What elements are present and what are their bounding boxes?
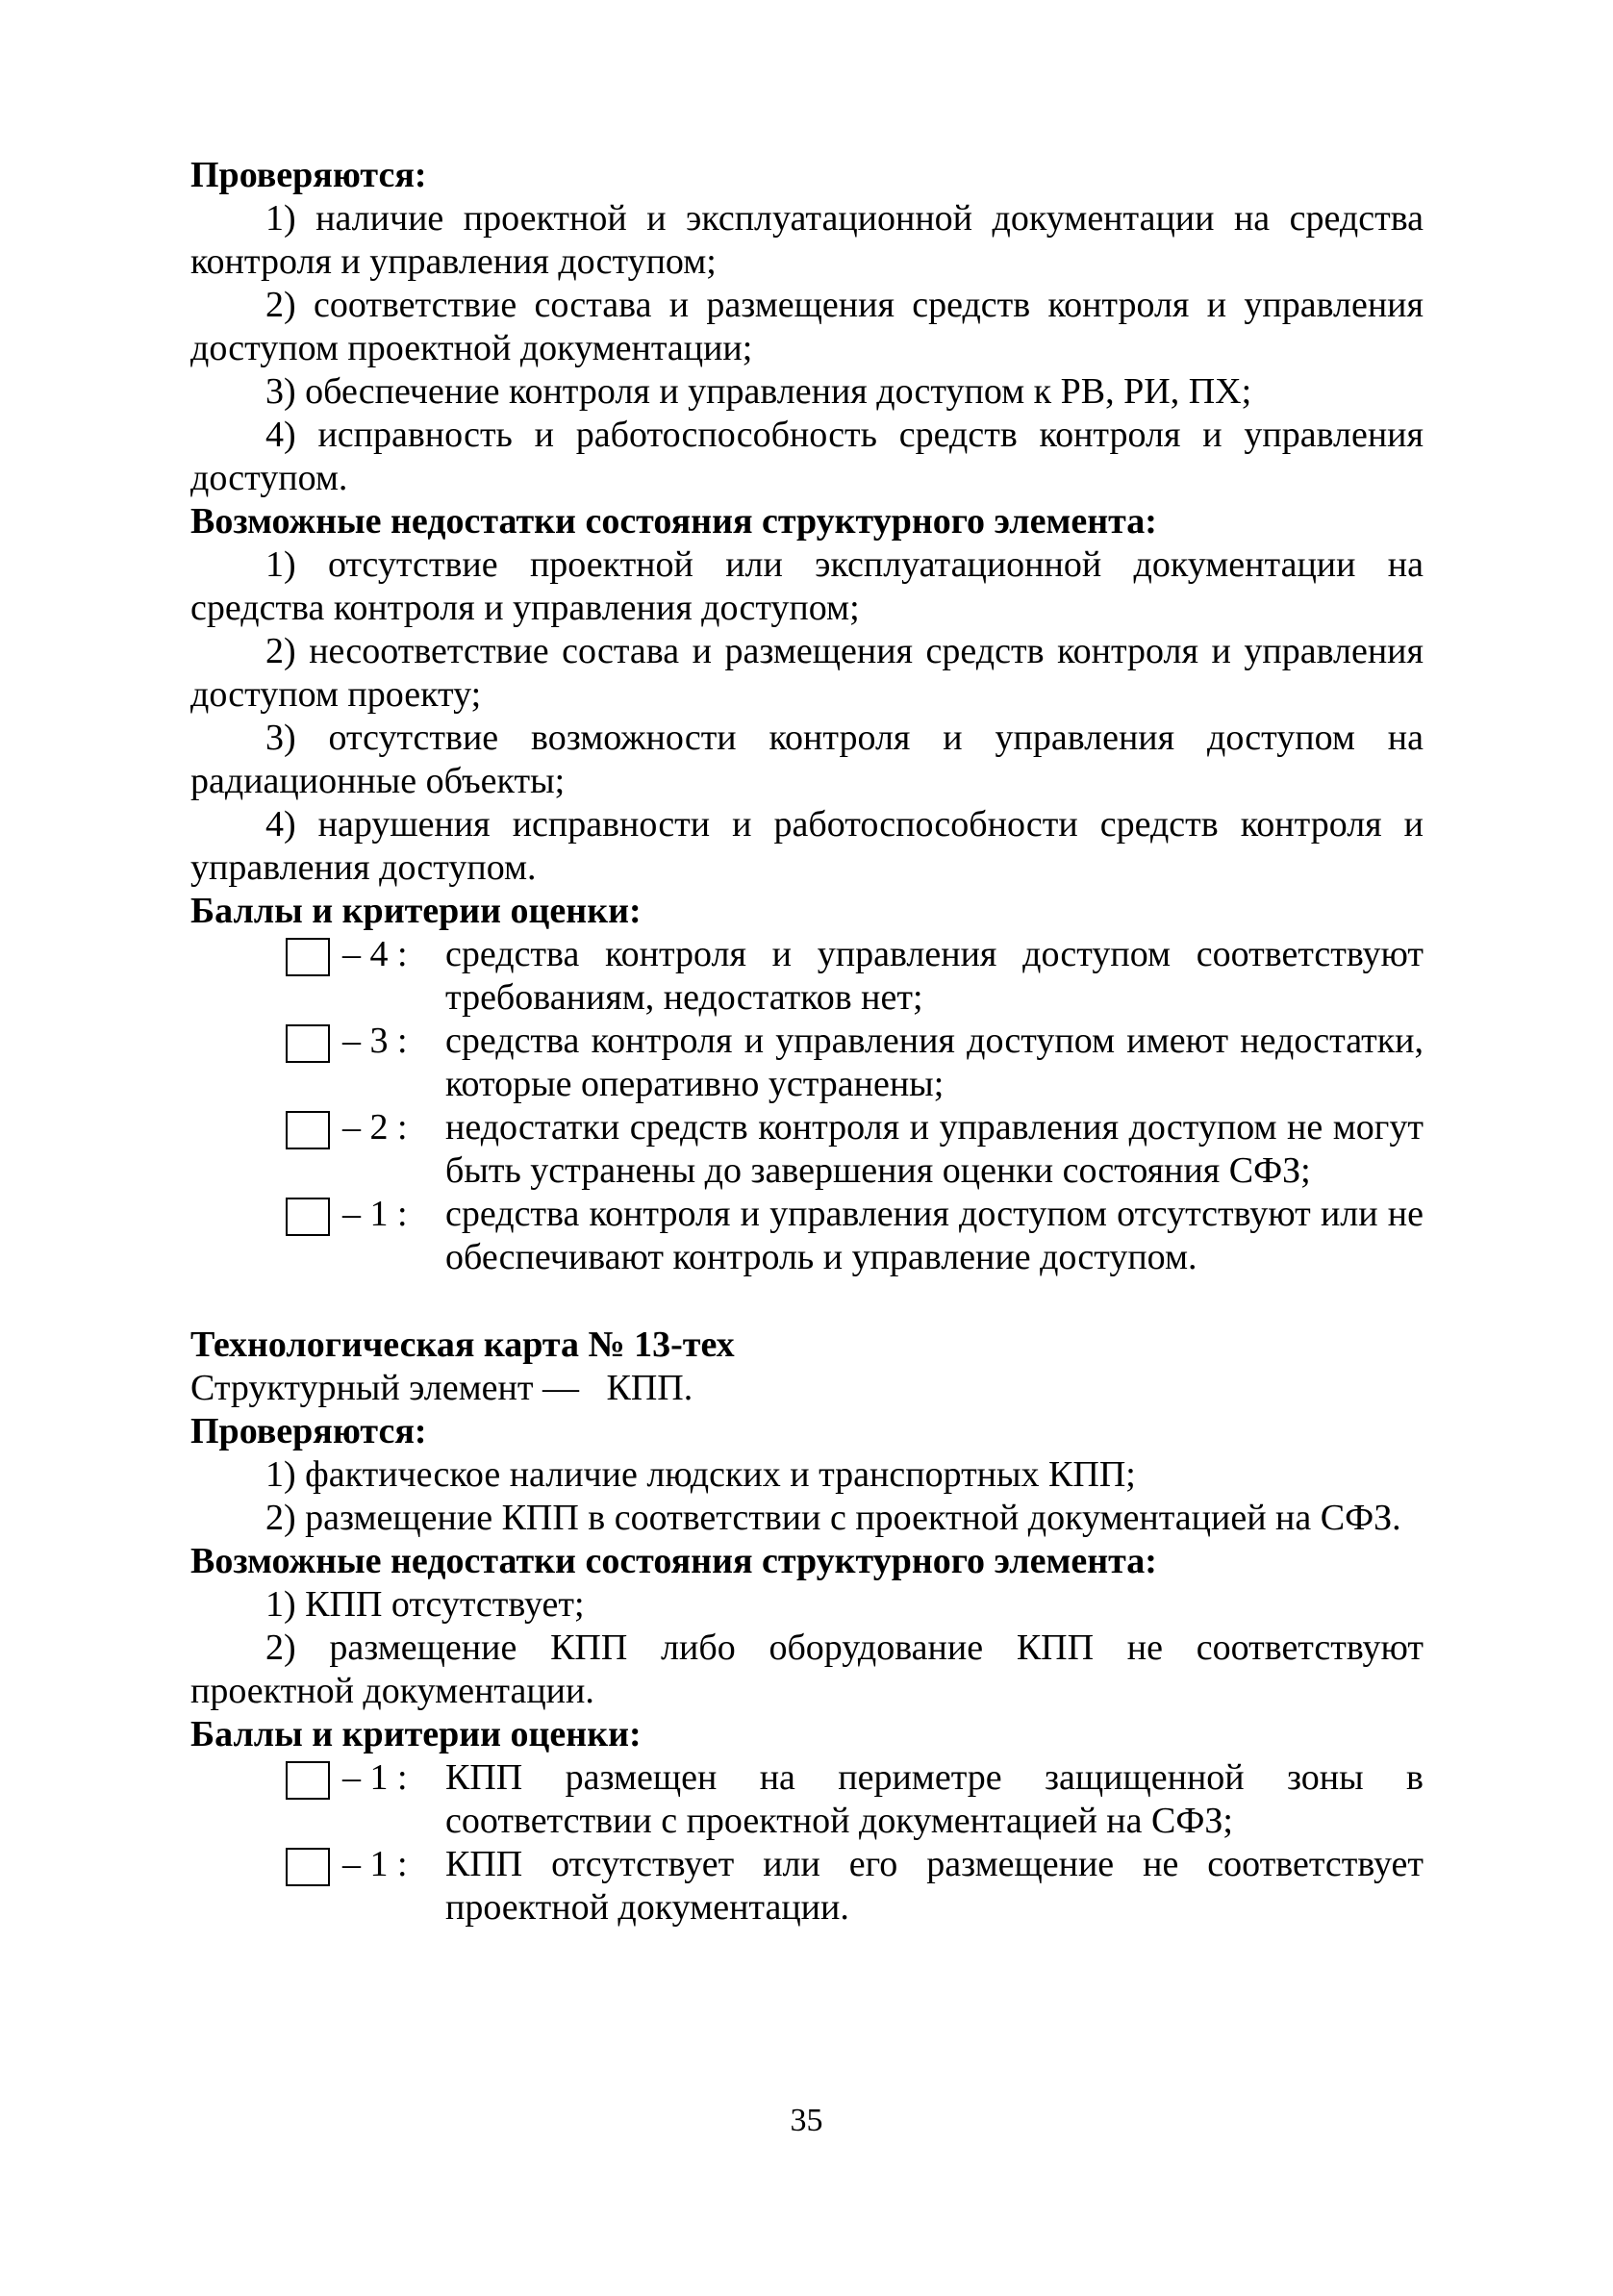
defect-item: 1) отсутствие проектной или эксплуатационной документации на средства контроля и управления доступом; <box>190 544 1424 628</box>
defect-item: 3) отсутствие возможности контроля и управления доступом на радиационные объекты; <box>190 718 1424 801</box>
card-title: Технологическая карта № 13-тех <box>190 1325 735 1365</box>
defect-item: 1) КПП отсутствует; <box>265 1584 585 1625</box>
score-criterion <box>190 1106 1424 1193</box>
score-text: средства контроля и управления доступом соответствуют требованиям, недостатков нет; <box>445 934 1424 1018</box>
score-text: КПП размещен на периметре защищенной зоны в соответствии с проектной документацией на СФЗ; <box>445 1757 1424 1841</box>
score-checkbox[interactable] <box>286 1111 330 1149</box>
checked-item: 1) наличие проектной и эксплуатационной документации на средства контроля и управления доступом; <box>190 198 1424 282</box>
score-criterion <box>190 933 1424 1020</box>
score-checkbox[interactable] <box>286 1198 330 1236</box>
score-checkbox[interactable] <box>286 1024 330 1063</box>
defect-item: 2) несоответствие состава и размещения средств контроля и управления доступом проекту; <box>190 631 1424 715</box>
defects-heading: Возможные недостатки состояния структурного элемента: <box>190 501 1157 542</box>
structural-element-line: Структурный элемент — КПП. <box>190 1368 693 1408</box>
score-checkbox[interactable] <box>286 1848 330 1886</box>
score-criterion <box>190 1193 1424 1279</box>
checked-item: 2) размещение КПП в соответствии с проектной документацией на СФЗ. <box>265 1498 1401 1538</box>
score-value: – 1 : <box>342 1844 408 1884</box>
score-checkbox[interactable] <box>286 938 330 976</box>
scores-heading: Баллы и критерии оценки: <box>190 1714 642 1754</box>
score-text: средства контроля и управления доступом отсутствуют или не обеспечивают контроль и управление доступом. <box>445 1194 1424 1277</box>
checked-heading: Проверяются: <box>190 155 427 195</box>
score-value: – 3 : <box>342 1021 408 1061</box>
score-checkbox[interactable] <box>286 1761 330 1800</box>
score-text: средства контроля и управления доступом имеют недостатки, которые оперативно устранены; <box>445 1021 1424 1104</box>
score-value: – 1 : <box>342 1757 408 1798</box>
score-criterion <box>190 1020 1424 1106</box>
score-text: недостатки средств контроля и управления доступом не могут быть устранены до завершения оценки состояния СФЗ; <box>445 1107 1424 1191</box>
section-gap <box>190 1279 1424 1324</box>
defect-item: 4) нарушения исправности и работоспособности средств контроля и управления доступом. <box>190 804 1424 888</box>
checked-heading: Проверяются: <box>190 1411 427 1451</box>
defects-heading: Возможные недостатки состояния структурного элемента: <box>190 1541 1157 1581</box>
score-value: – 1 : <box>342 1194 408 1234</box>
score-value: – 4 : <box>342 934 408 974</box>
page-content <box>190 154 1424 1930</box>
checked-item: 4) исправность и работоспособность средств контроля и управления доступом. <box>190 415 1424 498</box>
checked-item: 3) обеспечение контроля и управления доступом к РВ, РИ, ПХ; <box>265 371 1252 412</box>
checked-item: 1) фактическое наличие людских и транспортных КПП; <box>265 1454 1136 1495</box>
scores-heading: Баллы и критерии оценки: <box>190 891 642 931</box>
score-criterion <box>190 1843 1424 1930</box>
page-number: 35 <box>790 2103 823 2138</box>
score-value: – 2 : <box>342 1107 408 1148</box>
score-text: КПП отсутствует или его размещение не соответствует проектной документации. <box>445 1844 1424 1928</box>
defect-item: 2) размещение КПП либо оборудование КПП не соответствуют проектной документации. <box>190 1627 1424 1711</box>
score-criterion <box>190 1756 1424 1843</box>
checked-item: 2) соответствие состава и размещения средств контроля и управления доступом проектной документации; <box>190 285 1424 368</box>
